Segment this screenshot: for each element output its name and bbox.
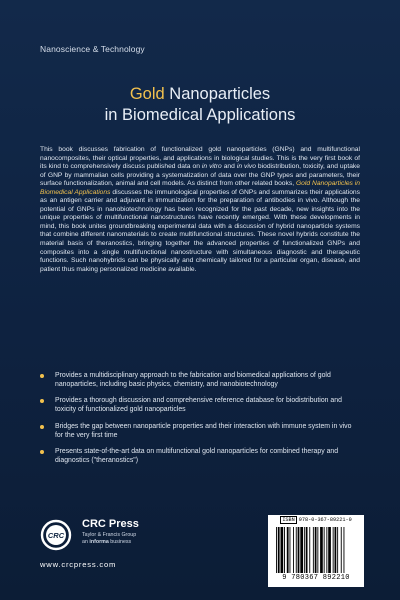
barcode-bar <box>315 527 317 573</box>
publisher-business: an informa business <box>82 539 132 545</box>
bullet-icon <box>40 425 44 429</box>
isbn-barcode <box>268 515 364 587</box>
barcode-bar <box>293 527 294 573</box>
barcode-bar <box>284 527 285 573</box>
informa-brand: informa <box>89 539 109 545</box>
bullet-icon <box>40 450 44 454</box>
blurb-in-vitro: in vitro <box>201 163 222 171</box>
barcode-bar <box>341 527 342 573</box>
barcode-bar <box>304 527 305 573</box>
description-paragraph <box>40 146 360 274</box>
barcode-bar <box>287 527 289 573</box>
barcode-bar <box>313 527 314 573</box>
feature-text: Provides a thorough discussion and comprehensive reference database for biodistribution and toxicity of functionalized gold nanoparticles <box>55 397 342 414</box>
barcode-bar <box>300 527 303 573</box>
blurb-and: and <box>221 163 237 171</box>
barcode-bar <box>337 527 338 573</box>
publisher-group: Taylor & Francis Group <box>82 532 137 538</box>
barcode-bar <box>326 527 327 573</box>
book-title-line2: in Biomedical Applications <box>104 106 296 124</box>
book-title-highlight: Gold <box>129 85 165 103</box>
bullet-icon <box>40 399 44 403</box>
isbn-tag: ISBN <box>282 517 295 523</box>
feature-text: Presents state-of-the-art data on multifunctional gold nanoparticles for combined therapy and diagnostics ("theranostics") <box>55 448 339 464</box>
book-title-line1-rest: Nanoparticles <box>164 85 271 103</box>
publisher-name: CRC Press <box>82 518 139 530</box>
feature-item <box>40 448 360 465</box>
publisher-url[interactable]: www.crcpress.com <box>40 560 117 569</box>
feature-item <box>40 397 360 414</box>
blurb-book-title: Gold Nanoparticles in Biomedical Applications <box>40 180 361 196</box>
barcode-bar <box>276 527 277 573</box>
barcode-bar <box>306 527 308 573</box>
isbn-number: 978-0-367-89221-0 <box>298 517 352 523</box>
isbn-label <box>272 517 360 523</box>
crc-press-logo-icon <box>40 519 72 551</box>
barcode-bar <box>335 527 337 573</box>
barcode-bar <box>298 527 300 573</box>
blurb-part2: biodistribution, toxicity, and uptake of GNP by mammalian cells providing a systematization of data over the GNP types and parameters, their surface functionalization, animal and cell models. As distinct from other related books, <box>40 163 361 188</box>
feature-text: Bridges the gap between nanoparticle properties and their interaction with immune system in vivo for the very first time <box>55 422 352 439</box>
barcode-bars <box>274 527 358 573</box>
publisher-block <box>40 517 190 577</box>
blurb-part3: discusses the immunological properties of GNPs and summarizes their applications as an antigen carrier and adjuvant in immunization for the preparation of antibodies in vivo. Although the potential of GNPs in nanobiotechnology has been recognized for the past decade, new insights into the unique properties of multifunctional nanostructures have recently emerged. With these developments in mind, this book unites groundbreaking experimental data with a discussion of hybrid nanoparticle systems that combine different nanomaterials to create multifunctional structures. These novel hybrids constitute the material basis of theranostics, bringing together the advanced properties of functionalized GNPs and composites into a single multifunctional nanostructure with simultaneous diagnostic and therapeutic functions. Such nanohybrids can be physically and chemically tailored for a particular organ, disease, and patient thus making personalized medicine available. <box>40 188 360 273</box>
feature-item <box>40 423 360 440</box>
blurb-part1: This book discusses fabrication of functionalized gold nanoparticles (GNPs) and multifunctional nanocomposites, their optical properties, and applications in biological studies. This is the very first book of its kind to comprehensively discuss published data on <box>40 146 360 171</box>
barcode-bar <box>290 527 291 573</box>
isbn-digits: 9 780367 892210 <box>282 574 350 582</box>
barcode-bar <box>333 527 334 573</box>
bullet-icon <box>40 374 44 378</box>
barcode-bar <box>317 527 318 573</box>
barcode-bar <box>281 527 284 573</box>
feature-text: Provides a multidisciplinary approach to the fabrication and biomedical applications of gold nanoparticles, including basic physics, chemistry, and nanobiotechnology <box>55 372 331 388</box>
barcode-bar <box>296 527 297 573</box>
barcode-bar <box>278 527 280 573</box>
barcode-bar <box>320 527 323 573</box>
barcode-bar <box>328 527 331 573</box>
barcode-bar <box>324 527 325 573</box>
barcode-bar <box>344 527 345 573</box>
barcode-bar <box>309 527 310 573</box>
series-name: Nanoscience & Technology <box>40 44 145 54</box>
blurb-in-vivo: in vivo <box>236 163 256 171</box>
book-title-line1 <box>0 84 400 105</box>
feature-item <box>40 372 360 389</box>
feature-list <box>40 372 360 474</box>
logo-text: CRC <box>47 531 65 540</box>
